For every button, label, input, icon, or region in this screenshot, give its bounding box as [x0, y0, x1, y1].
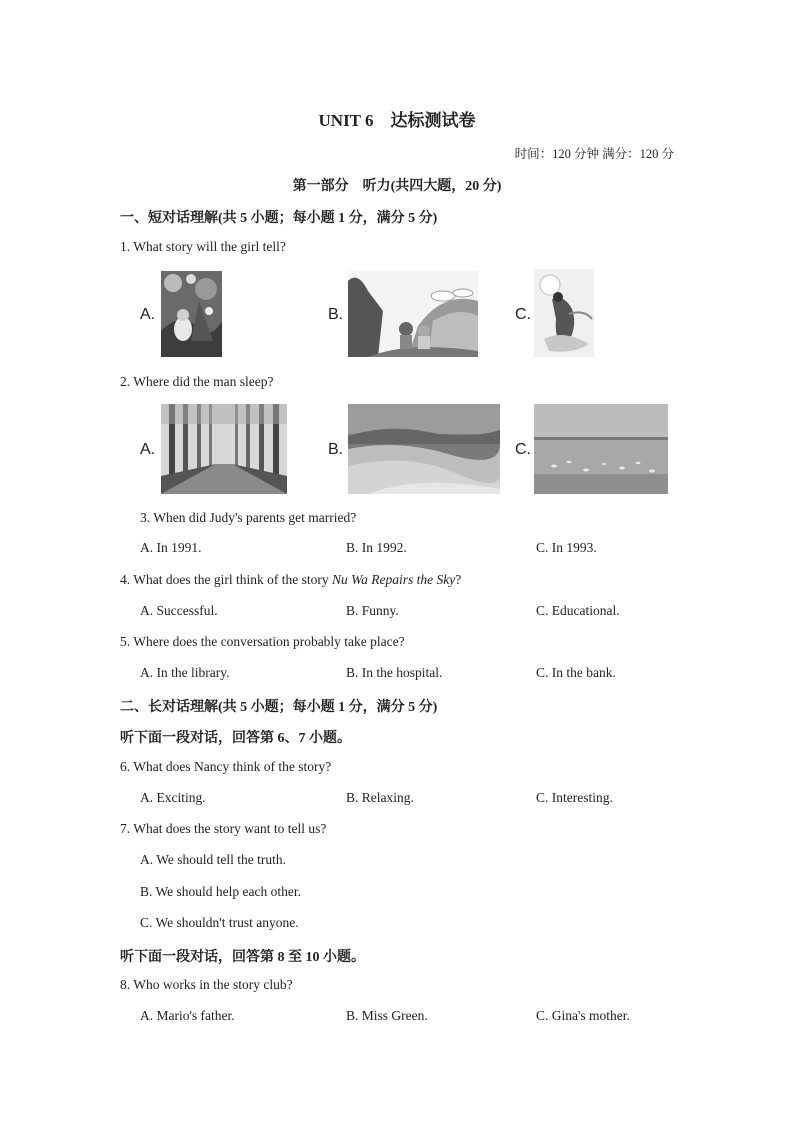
- fairy-tale-illustration[interactable]: [161, 271, 222, 357]
- q5-option-a[interactable]: A. In the library.: [140, 665, 230, 680]
- q1-option-a-letter[interactable]: A.: [140, 306, 156, 323]
- q2-option-c-letter[interactable]: C.: [515, 441, 531, 458]
- q7-text: 7. What does the story want to tell us?: [120, 821, 327, 836]
- q6-option-b[interactable]: B. Relaxing.: [346, 790, 414, 805]
- q1-option-c-letter[interactable]: C.: [515, 306, 531, 323]
- q1-option-b-letter[interactable]: B.: [328, 306, 344, 323]
- q2-option-b-letter[interactable]: B.: [328, 441, 344, 458]
- forest-photo[interactable]: [161, 404, 287, 494]
- q7-option-c[interactable]: C. We shouldn't trust anyone.: [140, 915, 299, 930]
- q4-option-c[interactable]: C. Educational.: [536, 603, 620, 618]
- page-title: UNIT 6 达标测试卷: [318, 111, 476, 130]
- q1-text: 1. What story will the girl tell?: [120, 239, 286, 254]
- section2-intro-1: 听下面一段对话，回答第 6、7 小题。: [120, 731, 351, 746]
- q3-option-b[interactable]: B. In 1992.: [346, 540, 407, 555]
- q8-option-a[interactable]: A. Mario's father.: [140, 1008, 235, 1023]
- q7-option-b[interactable]: B. We should help each other.: [140, 884, 302, 899]
- section1-heading: 一、短对话理解(共 5 小题；每小题 1 分，满分 5 分): [120, 211, 438, 226]
- q5-text: 5. Where does the conversation probably take place?: [120, 634, 405, 649]
- grassland-photo[interactable]: [534, 404, 668, 494]
- q4-story-title: Nu Wa Repairs the Sky: [331, 572, 456, 587]
- exam-meta: 时间：120 分钟 满分：120 分: [514, 147, 674, 161]
- q6-option-a[interactable]: A. Exciting.: [140, 790, 206, 805]
- q8-option-c[interactable]: C. Gina's mother.: [536, 1008, 630, 1023]
- moon-goddess-illustration[interactable]: [534, 269, 594, 357]
- q6-text: 6. What does Nancy think of the story?: [120, 759, 332, 774]
- q8-text: 8. Who works in the story club?: [120, 977, 293, 992]
- mountain-journey-illustration[interactable]: [348, 271, 478, 357]
- q4-text: 4. What does the girl think of the story Nu Wa Repairs the Sky?: [120, 572, 462, 587]
- q3-option-c[interactable]: C. In 1993.: [536, 540, 597, 555]
- q5-option-c[interactable]: C. In the bank.: [536, 665, 616, 680]
- desert-photo[interactable]: [348, 404, 500, 494]
- q2-text: 2. Where did the man sleep?: [120, 374, 274, 389]
- q7-option-a[interactable]: A. We should tell the truth.: [140, 852, 287, 867]
- q2-option-a-letter[interactable]: A.: [140, 441, 156, 458]
- section2-heading: 二、长对话理解(共 5 小题；每小题 1 分，满分 5 分): [120, 700, 438, 715]
- q6-option-c[interactable]: C. Interesting.: [536, 790, 613, 805]
- q3-option-a[interactable]: A. In 1991.: [140, 540, 202, 555]
- q5-option-b[interactable]: B. In the hospital.: [346, 665, 443, 680]
- q4-option-b[interactable]: B. Funny.: [346, 603, 399, 618]
- q4-option-a[interactable]: A. Successful.: [140, 603, 218, 618]
- section2-intro-2: 听下面一段对话，回答第 8 至 10 小题。: [120, 950, 365, 965]
- part-heading: 第一部分 听力(共四大题，20 分): [292, 179, 502, 194]
- q3-text: 3. When did Judy's parents get married?: [140, 510, 357, 525]
- q8-option-b[interactable]: B. Miss Green.: [346, 1008, 428, 1023]
